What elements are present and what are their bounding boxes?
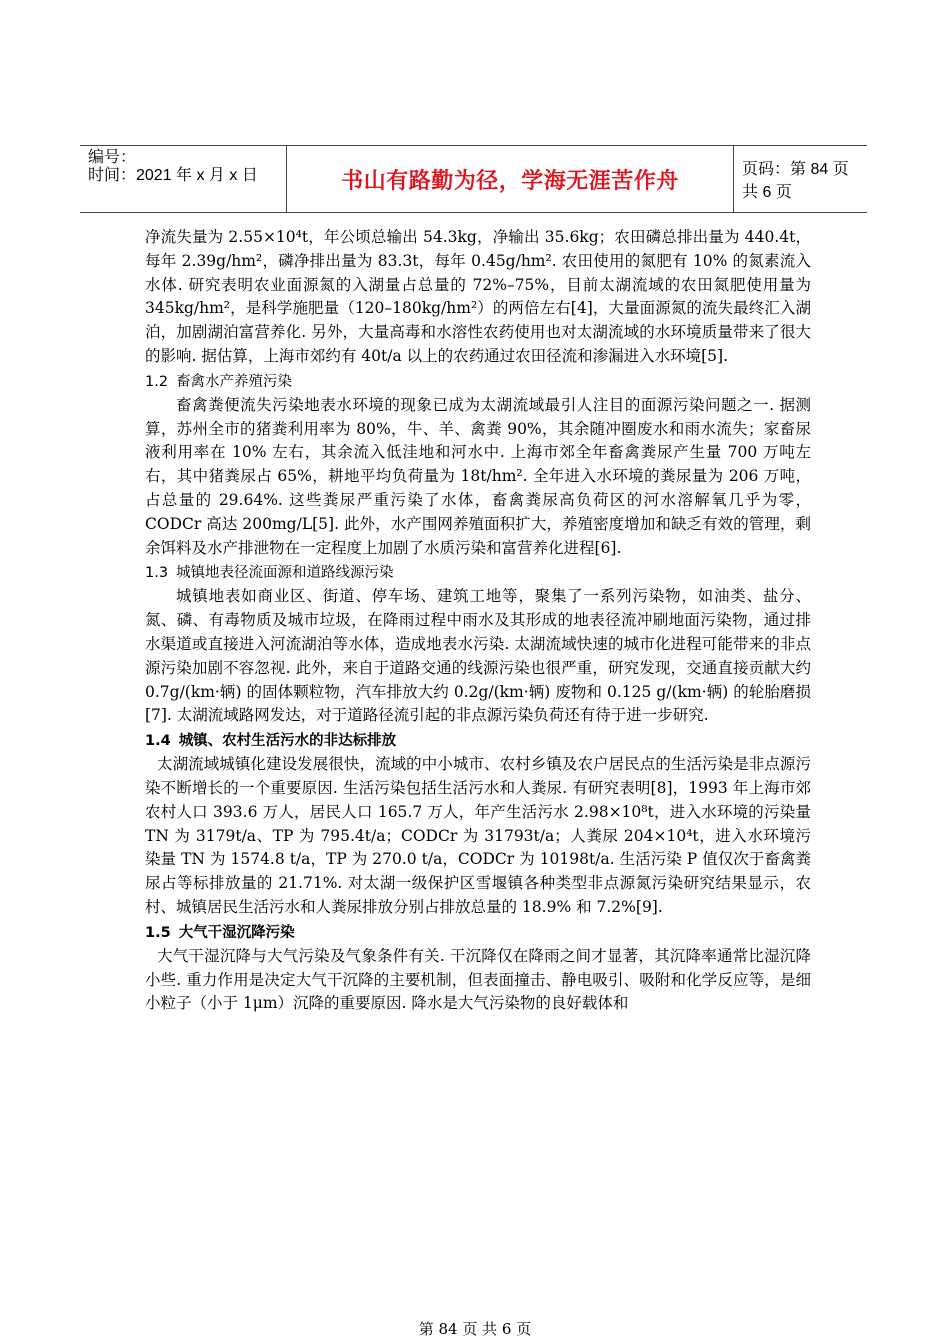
section-title: 城镇地表径流面源和道路线源污染 <box>176 565 394 582</box>
document-body <box>145 226 811 1016</box>
paragraph-1-5: 大气干湿沉降与大气污染及气象条件有关. 干沉降仅在降雨之间才显著，其沉降率通常比湿沉降小些. 重力作用是决定大气干沉降的主要机制，但表面撞击、静电吸引、吸附和化学反应等，是细小粒子（小于 1μm）沉降的重要原因. 降水是大气污染物的良好载体和 <box>145 946 811 1013</box>
section-title: 畜禽水产养殖污染 <box>176 373 293 390</box>
header-page-info: 页码：第 84 页 共 6 页 <box>742 161 849 201</box>
section-number: 1.2 <box>145 373 169 390</box>
page-footer: 第 84 页 共 6 页 <box>418 1320 532 1338</box>
section-heading-1-5 <box>145 923 811 943</box>
section-title: 大气干湿沉降污染 <box>178 924 295 941</box>
section-heading-1-3 <box>145 563 811 583</box>
section-number: 1.3 <box>145 565 169 582</box>
paragraph-1-3: 城镇地表如商业区、街道、停车场、建筑工地等，聚集了一系列污染物，如油类、盐分、氮、磷、有毒物质及城市垃圾，在降雨过程中雨水及其形成的地表径流冲刷地面污染物，通过排水渠道或直接进入河流湖泊等水体，造成地表水污染. 太湖流域快速的城市化进程可能带来的非点源污染加剧不容忽视. 此外，来自于道路交通的线源污染也很严重，研究发现，交通直接贡献大约 0.7g/(km·辆) 的固体颗粒物，汽车排放大约 0.2g/(km·辆) 废物和 0.125 g/(km·辆) 的轮胎磨损[7]. 太湖流域路网发达，对于道路径流引起的非点源污染负荷还有待于进一步研究. <box>145 587 811 725</box>
document-time-label: 时间：2021 年 x 月 x 日 <box>88 167 258 184</box>
section-number: 1.5 <box>145 924 171 941</box>
header-motto: 书山有路勤为径，学海无涯苦作舟 <box>286 146 734 212</box>
paragraph-1-2: 畜禽粪便流失污染地表水环境的现象已成为太湖流域最引人注目的面源污染问题之一. 据测算，苏州全市的猪粪利用率为 80%，牛、羊、禽粪 90%，其余随冲圈废水和雨水流失；家畜尿液利用率在 10% 左右，其余流入低洼地和河水中. 上海市郊全年畜禽粪尿产生量 700 万吨左右，其中猪粪尿占 65%，耕地平均负荷量为 18t/hm². 全年进入水环境的粪尿量为 206 万吨，占总量的 29.64%. 这些粪尿严重污染了水体，畜禽粪尿高负荷区的河水溶解氧几乎为零，CODCr 高达 200mg/L[5]. 此外，水产围网养殖面积扩大，养殖密度增加和缺乏有效的管理，剩余饵料及水产排泄物在一定程度上加剧了水质污染和富营养化进程[6]. <box>145 395 811 557</box>
page-header <box>80 145 867 213</box>
document-number-label: 编号： <box>88 149 137 166</box>
section-heading-1-2 <box>145 372 811 392</box>
section-heading-1-4 <box>145 731 811 751</box>
section-number: 1.4 <box>145 733 171 750</box>
paragraph-1-4: 太湖流域城镇化建设发展很快，流域的中小城市、农村乡镇及农户居民点的生活污染是非点源污染不断增长的一个重要原因. 生活污染包括生活污水和人粪尿. 有研究表明[8]，1993 年上海市郊农村人口 393.6 万人，居民人口 165.7 万人，年产生活污水 2.98×10⁸t，进入水环境的污染量 TN 为 3179t/a、TP 为 795.4t/a；CODCr 为 31793t/a；人粪尿 204×10⁴t，进入水环境污染量 TN 为 1574.8 t/a，TP 为 270.0 t/a，CODCr 为 10198t/a. 生活污染 P 值仅次于畜禽粪尿占等标排放量的 21.71%. 对太湖一级保护区雪堰镇各种类型非点源氮污染研究结果显示，农村、城镇居民生活污水和人粪尿排放分别占排放总量的 18.9% 和 7.2%[9]. <box>145 755 811 916</box>
header-meta <box>80 146 286 212</box>
paragraph-intro: 净流失量为 2.55×10⁴t，年公顷总输出 54.3kg，净输出 35.6kg；农田磷总排出量为 440.4t，每年 2.39g/hm²，磷净排出量为 83.3t，每年 0.45g/hm². 农田使用的氮肥有 10% 的氮素流入水体. 研究表明农业面源氮的入湖量占总量的 72%–75%，目前太湖流域的农田氮肥使用量为 345kg/hm²，是科学施肥量（120–180kg/hm²）的两倍左右[4]，大量面源氮的流失最终汇入湖泊，加剧湖泊富营养化. 另外，大量高毒和水溶性农药使用也对太湖流域的水环境质量带来了很大的影响. 据估算，上海市郊约有 40t/a 以上的农药通过农田径流和渗漏进入水环境[5]. <box>145 228 811 365</box>
section-title: 城镇、农村生活污水的非达标排放 <box>178 733 397 750</box>
